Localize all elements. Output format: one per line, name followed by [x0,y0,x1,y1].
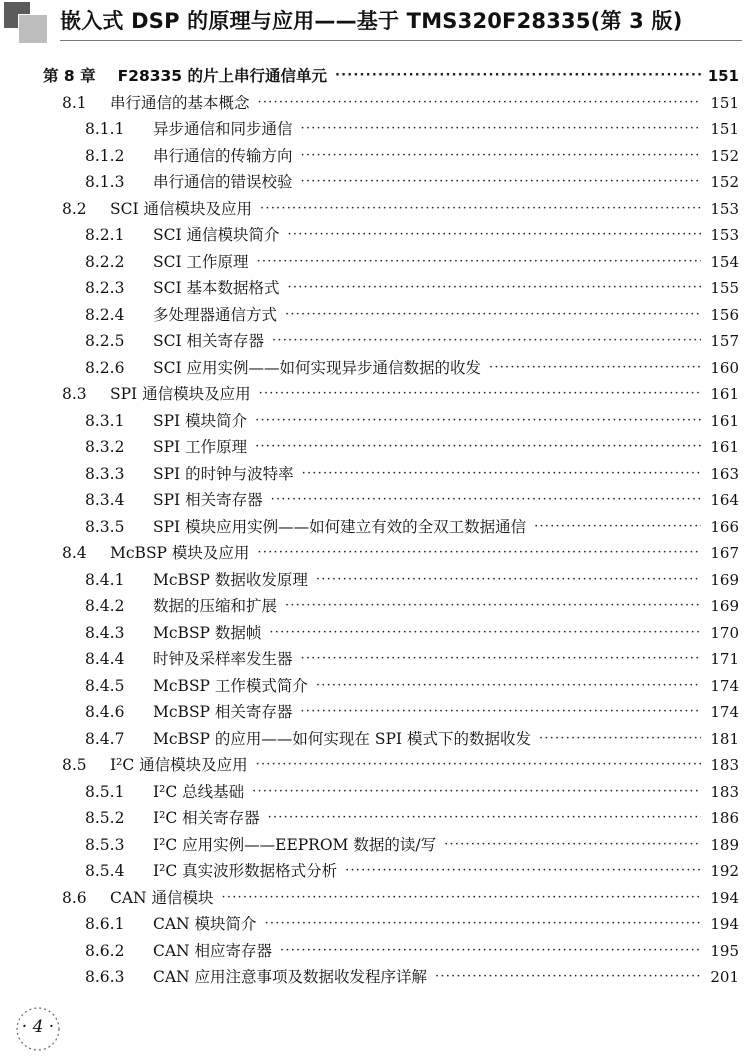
toc-leader-dots [257,540,701,567]
toc-entry-title: SCI 应用实例——如何实现异步通信数据的收发 [153,358,482,377]
toc-entry-title: SCI 基本数据格式 [153,279,280,297]
toc-entry-page: 171 [710,650,739,668]
toc-leader-dots [285,302,701,329]
toc-entry-number: 8.5 [62,756,87,774]
toc-entry-page: 192 [710,862,739,880]
toc-leader-dots [272,328,701,355]
toc-section-entry [0,196,750,223]
toc-leader-dots [302,461,701,488]
corner-square-light [18,14,48,44]
toc-leader-dots [316,567,701,594]
toc-subsection-entry [0,408,750,435]
toc-entry-page: 153 [710,226,739,244]
toc-entry-title: CAN 应用注意事项及数据收发程序详解 [153,968,428,986]
toc-leader-dots [444,832,701,859]
toc-entry-title: 串行通信的基本概念 [110,93,250,112]
toc-leader-dots [260,196,701,223]
toc-subsection-entry [0,143,750,170]
toc-entry-page: 186 [710,809,739,827]
toc-entry-title: F28335 的片上串行通信单元 [117,67,327,85]
toc-entry-title: SPI 相关寄存器 [153,491,263,509]
toc-entry-title: SCI 通信模块简介 [153,226,280,244]
toc-entry-page: 157 [710,332,739,350]
toc-entry-page: 195 [710,941,739,960]
toc-entry-page: 167 [710,544,739,562]
toc-entry-title: McBSP 的应用——如何实现在 SPI 模式下的数据收发 [153,729,531,748]
toc-entry-title: SCI 工作原理 [153,252,249,271]
toc-entry-number: 8.2.3 [85,279,125,297]
toc-subsection-entry [0,858,750,885]
toc-subsection-entry [0,355,750,382]
toc-subsection-entry [0,673,750,700]
toc-entry-number: 8.3 [62,385,87,403]
toc-entry-number: 8.4.7 [85,729,125,748]
toc-entry-number: 8.1.2 [85,146,125,165]
toc-leader-dots [316,673,701,700]
toc-entry-number: 8.4.4 [85,650,125,668]
running-header: 嵌入式 DSP 的原理与应用——基于 TMS320F28335(第 3 版) [60,9,683,33]
toc-subsection-entry [0,593,750,620]
toc-leader-dots [288,275,701,302]
toc-subsection-entry [0,832,750,859]
toc-entry-number: 8.3.4 [85,491,125,509]
toc-entry-title: I²C 真实波形数据格式分析 [153,862,338,880]
toc-entry-title: CAN 模块简介 [153,915,257,933]
toc-entry-number: 8.4.5 [85,676,125,695]
toc-entry-number: 8.2.5 [85,332,125,350]
toc-entry-page: 169 [710,597,739,615]
toc-entry-page: 161 [710,438,739,456]
toc-subsection-entry [0,699,750,726]
toc-entry-title: CAN 相应寄存器 [153,941,273,960]
toc-section-entry [0,381,750,408]
toc-entry-number: 8.6.1 [85,915,125,933]
toc-entry-number: 8.2.6 [85,358,125,377]
toc-entry-page: 163 [710,464,739,483]
toc-entry-page: 161 [710,385,739,403]
toc-entry-page: 164 [710,491,739,509]
toc-leader-dots [255,408,701,435]
toc-entry-title: SPI 工作原理 [153,438,248,456]
toc-subsection-entry [0,487,750,514]
toc-chapter-entry [0,63,750,90]
page-number: · 4 · [21,1017,55,1037]
toc-leader-dots [222,885,701,912]
toc-entry-number: 8.5.4 [85,862,125,880]
toc-subsection-entry [0,461,750,488]
toc-entry-number: 8.6.2 [85,941,125,960]
toc-entry-number: 8.4.2 [85,597,125,615]
toc-entry-page: 155 [710,279,739,297]
toc-entry-page: 153 [710,199,739,218]
toc-entry-title: I²C 应用实例——EEPROM 数据的读/写 [153,835,437,854]
toc-leader-dots [265,911,701,938]
toc-subsection-entry [0,805,750,832]
toc-leader-dots [257,249,701,276]
toc-section-entry [0,885,750,912]
toc-entry-page: 154 [710,252,739,271]
toc-section-entry [0,540,750,567]
toc-leader-dots [300,699,701,726]
toc-leader-dots [252,779,701,806]
toc-entry-number: 8.3.1 [85,411,125,430]
toc-entry-page: 152 [710,146,739,165]
toc-entry-page: 151 [707,67,739,85]
toc-subsection-entry [0,911,750,938]
toc-leader-dots [280,938,701,965]
table-of-contents [0,63,750,991]
toc-subsection-entry [0,434,750,461]
toc-entry-number: 8.6 [62,888,87,907]
toc-entry-title: 串行通信的错误校验 [153,173,293,191]
toc-subsection-entry [0,116,750,143]
toc-entry-title: SCI 相关寄存器 [153,332,265,350]
toc-entry-page: 174 [710,703,739,721]
toc-entry-number: 8.5.3 [85,835,125,854]
toc-entry-title: McBSP 模块及应用 [110,544,250,562]
toc-subsection-entry [0,964,750,991]
toc-entry-number: 第 8 章 [43,67,96,85]
toc-entry-number: 8.1.3 [85,173,125,191]
toc-subsection-entry [0,726,750,753]
toc-entry-title: SCI 通信模块及应用 [110,199,253,218]
toc-leader-dots [271,487,701,514]
toc-subsection-entry [0,169,750,196]
toc-entry-page: 194 [710,888,739,907]
toc-leader-dots [288,222,701,249]
toc-entry-page: 156 [710,305,739,324]
toc-entry-page: 160 [710,358,739,377]
toc-subsection-entry [0,275,750,302]
toc-entry-title: 多处理器通信方式 [153,305,278,324]
toc-entry-number: 8.5.1 [85,782,125,801]
toc-leader-dots [255,434,701,461]
toc-entry-title: I²C 总线基础 [153,782,245,801]
toc-entry-page: 152 [710,173,739,191]
toc-entry-number: 8.3.2 [85,438,125,456]
toc-leader-dots [335,63,701,90]
toc-entry-number: 8.6.3 [85,968,125,986]
toc-entry-title: SPI 模块简介 [153,411,248,430]
toc-entry-number: 8.2.1 [85,226,125,244]
toc-entry-number: 8.4 [62,544,87,562]
toc-entry-title: I²C 通信模块及应用 [110,756,248,774]
toc-subsection-entry [0,328,750,355]
toc-leader-dots [268,805,701,832]
toc-entry-title: SPI 的时钟与波特率 [153,464,294,483]
toc-entry-number: 8.4.1 [85,570,125,589]
toc-subsection-entry [0,222,750,249]
toc-entry-number: 8.1 [62,93,87,112]
toc-entry-title: 时钟及采样率发生器 [153,650,293,668]
toc-entry-page: 169 [710,570,739,589]
toc-leader-dots [301,169,701,196]
toc-entry-page: 189 [710,835,739,854]
toc-entry-page: 151 [710,120,739,138]
toc-leader-dots [534,514,701,541]
toc-entry-title: McBSP 工作模式简介 [153,676,308,695]
toc-entry-page: 151 [710,93,739,112]
toc-leader-dots [301,116,701,143]
toc-leader-dots [259,381,701,408]
toc-subsection-entry [0,567,750,594]
toc-section-entry [0,90,750,117]
toc-entry-number: 8.3.3 [85,464,125,483]
toc-entry-number: 8.2.4 [85,305,125,324]
toc-entry-page: 183 [710,782,739,801]
toc-entry-title: SPI 通信模块及应用 [110,385,251,403]
toc-subsection-entry [0,514,750,541]
toc-entry-title: 异步通信和同步通信 [153,120,293,138]
toc-entry-number: 8.2 [62,199,87,218]
toc-entry-title: McBSP 数据帧 [153,623,262,642]
toc-entry-page: 183 [710,756,739,774]
header-rule [60,40,742,41]
toc-leader-dots [345,858,701,885]
toc-entry-page: 174 [710,676,739,695]
toc-leader-dots [285,593,701,620]
toc-leader-dots [301,646,701,673]
toc-entry-page: 201 [710,968,739,986]
toc-entry-title: 串行通信的传输方向 [153,146,293,165]
toc-entry-number: 8.4.3 [85,623,125,642]
toc-subsection-entry [0,620,750,647]
toc-subsection-entry [0,249,750,276]
toc-subsection-entry [0,646,750,673]
toc-section-entry [0,752,750,779]
toc-entry-title: McBSP 相关寄存器 [153,703,293,721]
toc-entry-page: 170 [710,623,739,642]
toc-entry-title: 数据的压缩和扩展 [153,597,278,615]
toc-leader-dots [258,90,701,117]
toc-leader-dots [539,726,701,753]
toc-entry-page: 166 [710,517,739,536]
toc-subsection-entry [0,302,750,329]
toc-entry-title: I²C 相关寄存器 [153,809,260,827]
toc-leader-dots [489,355,701,382]
toc-leader-dots [269,620,701,647]
page-footer [9,1005,67,1053]
toc-entry-number: 8.2.2 [85,252,125,271]
toc-leader-dots [256,752,701,779]
toc-entry-number: 8.1.1 [85,120,125,138]
toc-subsection-entry [0,938,750,965]
toc-subsection-entry [0,779,750,806]
toc-leader-dots [301,143,701,170]
toc-entry-page: 161 [710,411,739,430]
toc-entry-title: SPI 模块应用实例——如何建立有效的全双工数据通信 [153,517,527,536]
toc-entry-page: 181 [710,729,739,748]
toc-leader-dots [435,964,701,991]
corner-decoration [0,0,50,46]
toc-entry-page: 194 [710,915,739,933]
toc-entry-title: McBSP 数据收发原理 [153,570,308,589]
toc-entry-number: 8.4.6 [85,703,125,721]
toc-entry-number: 8.3.5 [85,517,125,536]
toc-entry-title: CAN 通信模块 [110,888,214,907]
toc-entry-number: 8.5.2 [85,809,125,827]
